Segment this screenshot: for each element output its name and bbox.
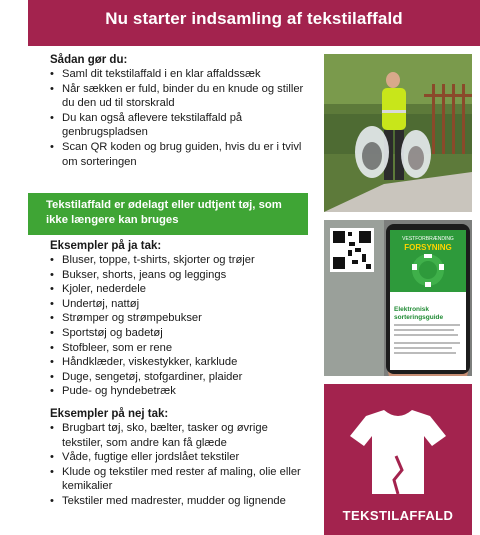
- phone-photo: [324, 220, 472, 376]
- yes-column: [40, 240, 310, 399]
- worker-photo: [324, 54, 472, 212]
- instructions-column: [40, 54, 310, 169]
- no-column: [40, 408, 310, 509]
- no-list: [50, 421, 310, 509]
- howto-title: Sådan gør du:: [50, 54, 128, 66]
- page-title: Nu starter indsamling af tekstilaffald: [105, 9, 403, 28]
- list-item: • Bukser, shorts, jeans og leggings: [50, 268, 310, 283]
- phone-app: FORSYNING: [404, 243, 452, 252]
- yes-list: [50, 253, 310, 399]
- list-item: • Sportstøj og badetøj: [50, 326, 310, 341]
- textile-logo-panel: [324, 384, 472, 535]
- list-item: • Saml dit tekstilaffald i en klar affaldssæk: [50, 67, 310, 82]
- list-item: • Strømper og strømpebukser: [50, 311, 310, 326]
- list-item: • Scan QR koden og brug guiden, hvis du er i tvivl om sorteringen: [50, 140, 310, 169]
- list-item: • Pude- og hyndebetræk: [50, 384, 310, 399]
- list-item: • Våde, fugtige eller jordslået tekstiler: [50, 450, 310, 465]
- list-item: • Kjoler, nederdele: [50, 282, 310, 297]
- definition-banner: Tekstilaffald er ødelagt eller udtjent tøj, som ikke længere kan bruges: [28, 193, 308, 235]
- list-item: • Brugbart tøj, sko, bælter, tasker og øvrige tekstiler, som andre kan få glæde: [50, 421, 310, 450]
- list-item: • Håndklæder, viskestykker, karklude: [50, 355, 310, 370]
- list-item: • Du kan også aflevere tekstilaffald på genbrugspladsen: [50, 111, 310, 140]
- list-item: • Duge, sengetøj, stofgardiner, plaider: [50, 370, 310, 385]
- phone-brand: VESTFORBRÆNDING: [402, 236, 454, 242]
- list-item: • Når sækken er fuld, binder du en knude og stiller du den ud til storskrald: [50, 82, 310, 111]
- howto-list: [50, 67, 310, 169]
- header-banner: [28, 0, 480, 46]
- phone-guide-title: Elektronisk sorteringsguide: [394, 306, 444, 321]
- list-item: • Stofbleer, som er rene: [50, 341, 310, 356]
- no-title: Eksempler på nej tak:: [50, 408, 169, 420]
- logo-label: TEKSTILAFFALD: [342, 508, 454, 523]
- yes-title: Eksempler på ja tak:: [50, 240, 162, 252]
- list-item: • Tekstiler med madrester, mudder og lignende: [50, 494, 310, 509]
- list-item: • Bluser, toppe, t-shirts, skjorter og trøjer: [50, 253, 310, 268]
- list-item: • Klude og tekstiler med rester af maling, olie eller kemikalier: [50, 465, 310, 494]
- list-item: • Undertøj, nattøj: [50, 297, 310, 312]
- qr-code-icon: [330, 228, 374, 272]
